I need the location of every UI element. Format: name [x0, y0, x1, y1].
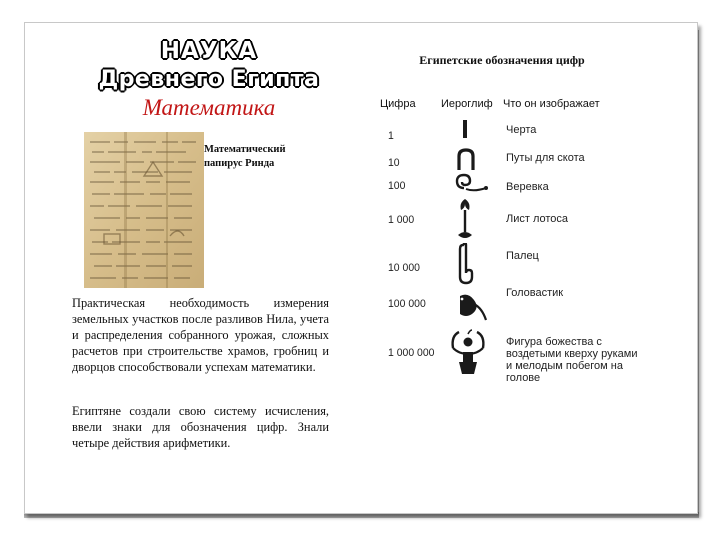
- column-header-hieroglyph: Иероглиф: [441, 98, 493, 110]
- coiled-rope-icon: [454, 172, 490, 199]
- row-value-10000: 10 000: [388, 262, 420, 274]
- stroke-icon: [459, 119, 471, 144]
- row-value-1: 1: [388, 130, 394, 142]
- row-desc-10: Путы для скота: [506, 152, 585, 164]
- row-value-100: 100: [388, 180, 406, 192]
- paragraph-math-history: Практическая необходимость измерения земельных участков после разливов Нила, учета и распределения собранного урожая, сложных расчетов при строительстве храмов, гробниц и дворцов способствовали успехам математики.: [72, 296, 329, 374]
- row-desc-1: Черта: [506, 124, 537, 136]
- heh-deity-icon: [447, 328, 489, 381]
- row-value-10: 10: [388, 157, 400, 169]
- row-desc-10000: Палец: [506, 250, 539, 262]
- row-desc-1000: Лист лотоса: [506, 213, 569, 225]
- paragraph-numeral-system: Египтяне создали свою систему исчисления, ввели знаки для обозначения цифр. Знали четыре действия арифметики.: [72, 404, 329, 450]
- tadpole-icon: [452, 290, 490, 329]
- row-desc-100: Веревка: [506, 181, 549, 193]
- row-desc-100000: Головастик: [506, 287, 564, 299]
- column-header-meaning: Что он изображает: [503, 98, 600, 110]
- row-desc-1000000: Фигура божества с воздетыми кверху руками и мелодым побегом на голове: [506, 336, 638, 384]
- numerals-table-title: Египетские обозначения цифр: [419, 53, 585, 67]
- column-header-digit: Цифра: [380, 98, 416, 110]
- papyrus-caption: Математический папирус Ринда: [204, 144, 286, 169]
- row-value-100000: 100 000: [388, 298, 426, 310]
- lotus-icon: [455, 197, 475, 248]
- slide-title-line-2: Древнего Египта: [98, 67, 320, 92]
- slide-title: НАУКА: [160, 38, 258, 64]
- row-value-1000: 1 000: [388, 214, 415, 226]
- finger-icon: [457, 243, 475, 292]
- row-value-1000000: 1 000 000: [388, 347, 435, 359]
- slide-subtitle: Математика: [142, 95, 276, 120]
- rhind-papyrus-image: [84, 132, 204, 288]
